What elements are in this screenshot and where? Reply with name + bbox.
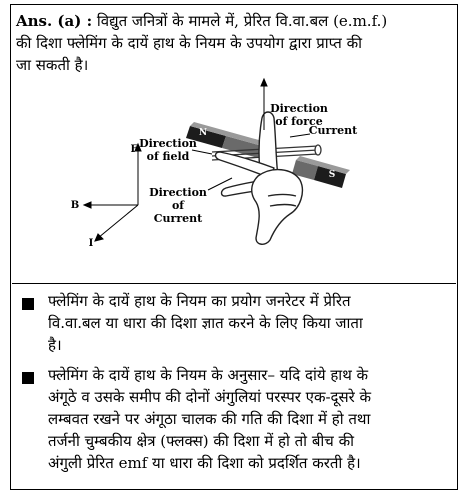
bullet-square-2: [22, 372, 34, 384]
direction-of-force-label: Direction of force: [270, 102, 328, 128]
b-axis-arrowhead: [84, 202, 91, 208]
answer-text-1: विद्युत जनित्रों के मामले में, प्रेरित वि.वा.बल (e.m.f.): [96, 12, 388, 30]
axes-diagram: [84, 144, 141, 241]
answer-line-2: की दिशा फ्लेमिंग के दायें हाथ के नियम के उपयोग द्वारा प्राप्त की: [16, 34, 362, 52]
magnet-s-letter: S: [328, 170, 336, 180]
answer-prefix: Ans. (a) :: [16, 12, 93, 30]
force-arrowhead: [261, 79, 267, 86]
bullet-2-line-5: अंगुली प्रेरित emf या धारा की दिशा को प्रदर्शित करती है।: [48, 454, 361, 472]
f-axis-label: F: [130, 144, 138, 155]
bullet-1-line-1: फ्लेमिंग के दायें हाथ के नियम का प्रयोग जनरेटर में प्रेरित: [48, 292, 351, 310]
section-divider: [12, 283, 456, 284]
bullet-2-line-3: लम्बवत रखने पर अंगूठा चालक की गति की दिशा में हो तथा: [48, 410, 371, 428]
bullet-2-line-4: तर्जनी चुम्बकीय क्षेत्र (फ्लक्स) की दिशा में हो तो बीच की: [48, 432, 354, 450]
bullet-1-line-2: वि.वा.बल या धारा की दिशा ज्ञात करने के लिए किया जाता: [48, 314, 363, 332]
current-label: Current: [308, 124, 358, 137]
answer-line-3: जा सकती है।: [16, 56, 89, 74]
bullet-2-line-2: अंगूठे व उसके समीप की दोनों अंगुलियां परस्पर एक-दूसरे के: [48, 388, 372, 406]
direction-of-field-label: Direction of field: [139, 137, 197, 163]
bullet-1-line-3: है।: [48, 336, 62, 354]
bullet-square-1: [22, 298, 34, 310]
i-axis-label: I: [88, 238, 94, 249]
i-axis-line: [98, 205, 138, 238]
direction-of-current-label: Direction of Current: [149, 186, 207, 225]
magnet-n-letter: N: [198, 128, 208, 138]
b-axis-label: B: [70, 200, 80, 211]
current-pointer: [290, 134, 310, 137]
bullet-2-line-1: फ्लेमिंग के दायें हाथ के नियम के अनुसार– यदि दांये हाथ के: [48, 366, 369, 384]
